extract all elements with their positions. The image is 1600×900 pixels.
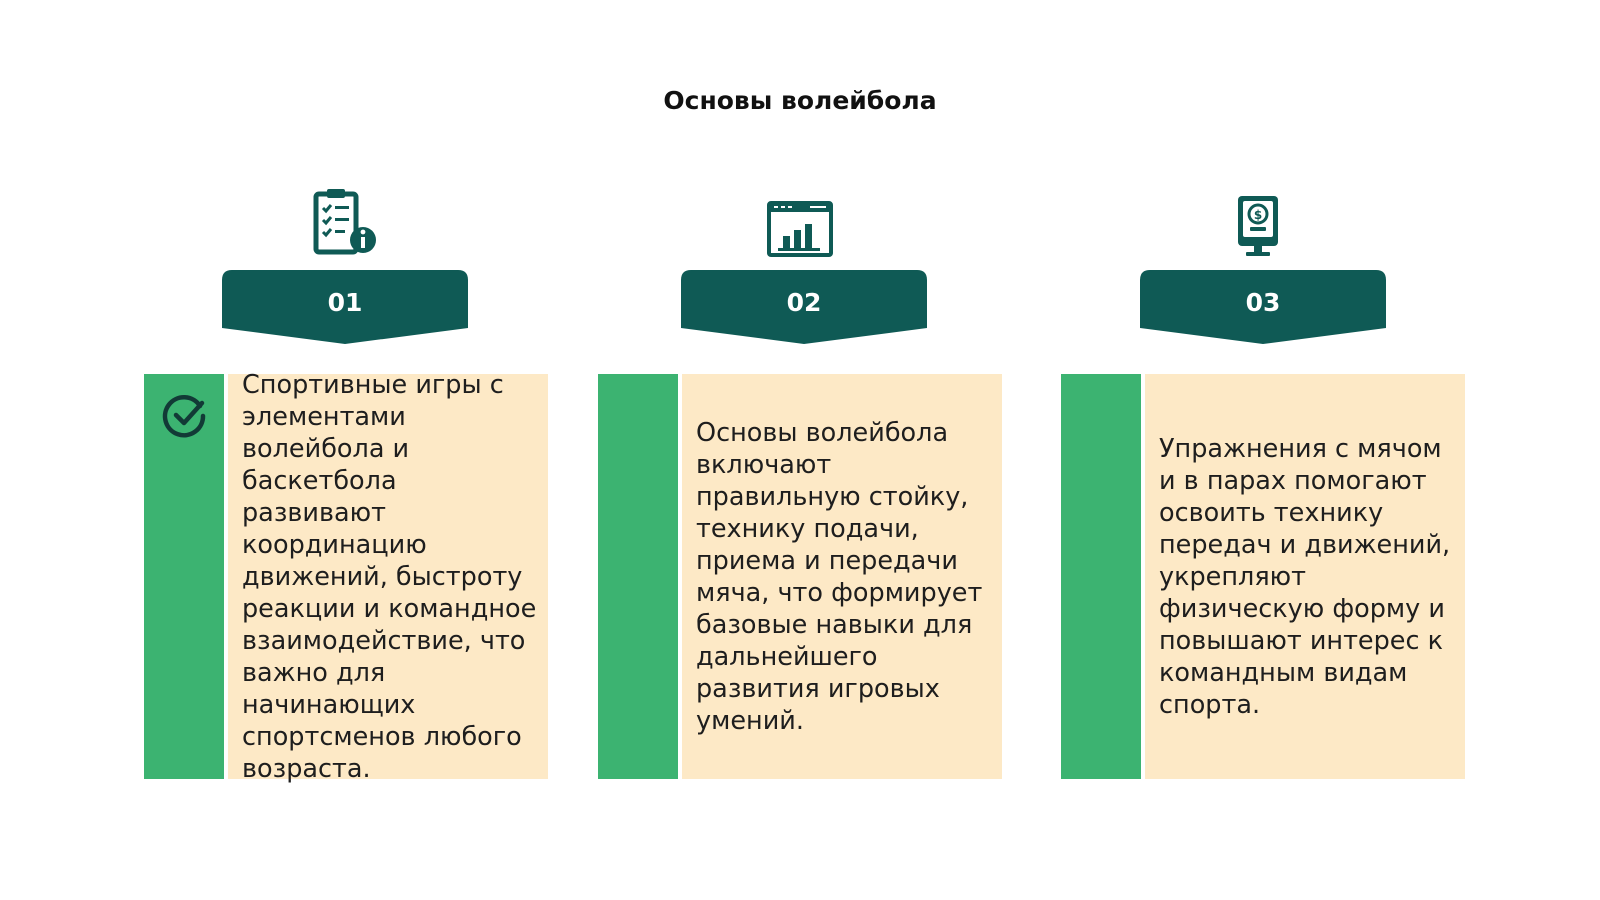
accent-strip <box>1061 374 1141 779</box>
accent-strip <box>598 374 678 779</box>
accent-strip <box>144 374 224 779</box>
check-circle-icon <box>162 392 208 438</box>
step-description: Спортивные игры с элементами волейбола и баскетбола развивают координацию движений, быстроту реакции и командное взаимодействие, что важно для начинающих спортсменов любого возраста. <box>242 369 537 784</box>
step-tab-3 <box>1140 270 1386 350</box>
step-tab-2 <box>681 270 927 350</box>
text-panel <box>228 369 548 784</box>
text-panel <box>682 374 1002 779</box>
step-tab-1 <box>222 270 468 350</box>
text-panel <box>1145 374 1465 779</box>
svg-text:$: $ <box>1253 208 1263 222</box>
step-description: Упражнения с мячом и в парах помогают освоить технику передач и движений, укрепляют физическую форму и повышают интерес к командным видам спорта. <box>1159 433 1451 720</box>
step-number: 03 <box>1245 288 1281 317</box>
browser-bar-chart-icon <box>766 196 836 266</box>
step-number: 01 <box>327 288 363 317</box>
step-description: Основы волейбола включают правильную стойку, технику подачи, приема и передачи мяча, что формирует базовые навыки для дальнейшего развития игровых умений. <box>696 417 983 736</box>
step-number: 02 <box>786 288 822 317</box>
clipboard-checklist-info-icon <box>311 188 381 258</box>
page-title: Основы волейбола <box>663 86 937 115</box>
monitor-dollar-icon <box>1226 192 1296 262</box>
